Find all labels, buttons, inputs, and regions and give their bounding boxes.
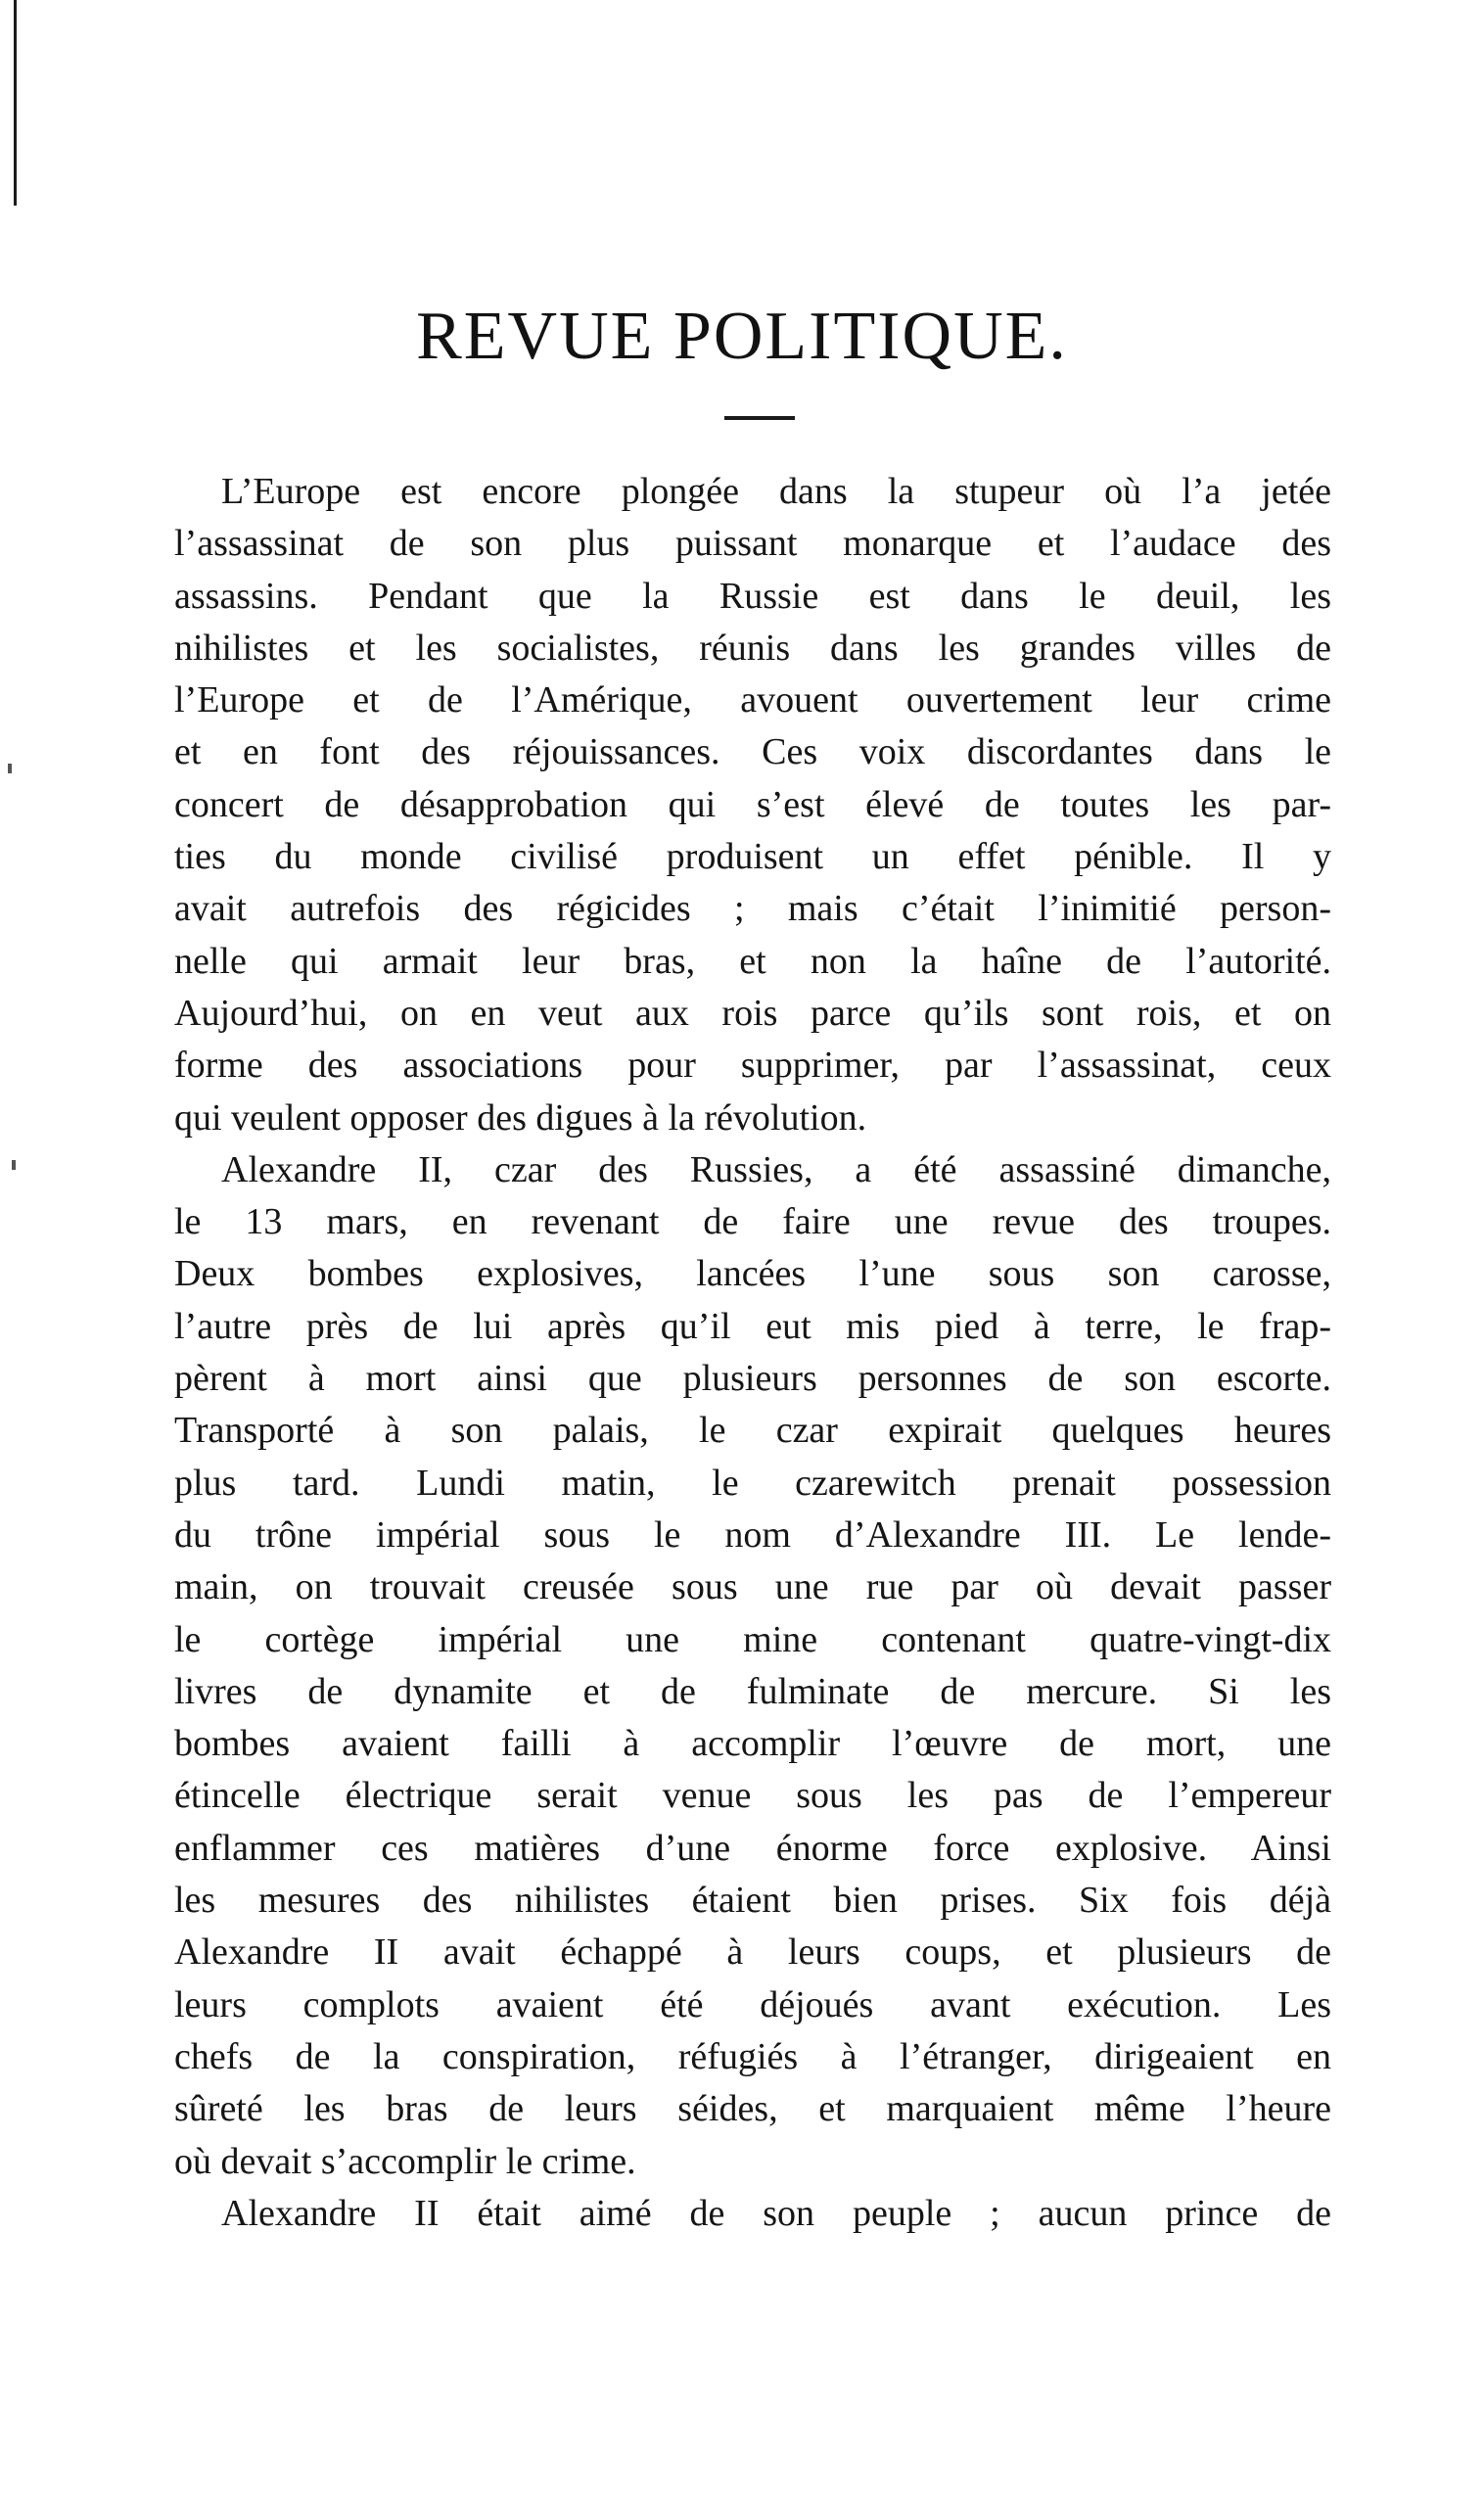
text-line: où devait s’accomplir le crime.: [174, 2140, 636, 2182]
text-line: Alexandre II avait échappé à leurs coups, et plusieurs de: [174, 1931, 1331, 1974]
paragraph: [174, 2188, 1331, 2240]
text-line: pèrent à mort ainsi que plusieurs personnes de son escorte.: [174, 1358, 1331, 1400]
margin-mark: [12, 1160, 16, 1170]
text-line: plus tard. Lundi matin, le czarewitch prenait possession: [174, 1462, 1331, 1504]
text-line: l’assassinat de son plus puissant monarque et l’audace des: [174, 523, 1331, 565]
text-line: leurs complots avaient été déjoués avant exécution. Les: [174, 1983, 1331, 2025]
text-line: étincelle électrique serait venue sous les pas de l’empereur: [174, 1775, 1331, 1817]
text-line: Transporté à son palais, le czar expirait quelques heures: [174, 1410, 1331, 1452]
text-line: chefs de la conspiration, réfugiés à l’étranger, dirigeaient en: [174, 2035, 1331, 2077]
text-line: avait autrefois des régicides ; mais c’était l’inimitié person-: [174, 888, 1331, 930]
page-title: REVUE POLITIQUE.: [416, 298, 1068, 374]
text-line: concert de désapprobation qui s’est élevé de toutes les par-: [174, 783, 1331, 825]
text-line: Alexandre II, czar des Russies, a été assassiné dimanche,: [221, 1148, 1331, 1190]
text-line: assassins. Pendant que la Russie est dans le deuil, les: [174, 575, 1331, 617]
text-line: main, on trouvait creusée sous une rue par où devait passer: [174, 1566, 1331, 1608]
text-line: l’Europe et de l’Amérique, avouent ouvertement leur crime: [174, 679, 1331, 721]
page-binding-edge: [14, 0, 17, 206]
text-line: Alexandre II était aimé de son peuple ; aucun prince de: [221, 2192, 1331, 2234]
text-line: les mesures des nihilistes étaient bien prises. Six fois déjà: [174, 1880, 1331, 1922]
text-line: et en font des réjouissances. Ces voix discordantes dans le: [174, 731, 1331, 773]
paragraph: [174, 1144, 1331, 2188]
text-line: qui veulent opposer des digues à la révolution.: [174, 1096, 867, 1139]
text-line: livres de dynamite et de fulminate de mercure. Si les: [174, 1670, 1331, 1712]
text-line: nihilistes et les socialistes, réunis dans les grandes villes de: [174, 627, 1331, 669]
margin-mark: [8, 764, 12, 773]
paragraph: [174, 466, 1331, 1144]
article-body: [174, 466, 1331, 2240]
text-line: bombes avaient failli à accomplir l’œuvre de mort, une: [174, 1723, 1331, 1765]
text-line: le cortège impérial une mine contenant quatre-vingt-dix: [174, 1618, 1331, 1660]
text-line: L’Europe est encore plongée dans la stupeur où l’a jetée: [221, 471, 1331, 512]
text-line: forme des associations pour supprimer, par l’assassinat, ceux: [174, 1045, 1331, 1087]
title-rule: [724, 416, 795, 420]
text-line: Aujourd’hui, on en veut aux rois parce qu’ils sont rois, et on: [174, 992, 1331, 1034]
text-line: l’autre près de lui après qu’il eut mis pied à terre, le frap-: [174, 1305, 1331, 1347]
text-line: sûreté les bras de leurs séides, et marquaient même l’heure: [174, 2088, 1331, 2130]
text-line: Deux bombes explosives, lancées l’une sous son carosse,: [174, 1253, 1331, 1295]
text-line: enflammer ces matières d’une énorme force explosive. Ainsi: [174, 1827, 1331, 1869]
text-line: du trône impérial sous le nom d’Alexandre III. Le lende-: [174, 1513, 1331, 1556]
text-line: ties du monde civilisé produisent un effet pénible. Il y: [174, 836, 1331, 878]
text-line: le 13 mars, en revenant de faire une revue des troupes.: [174, 1201, 1331, 1243]
text-line: nelle qui armait leur bras, et non la haîne de l’autorité.: [174, 940, 1331, 982]
